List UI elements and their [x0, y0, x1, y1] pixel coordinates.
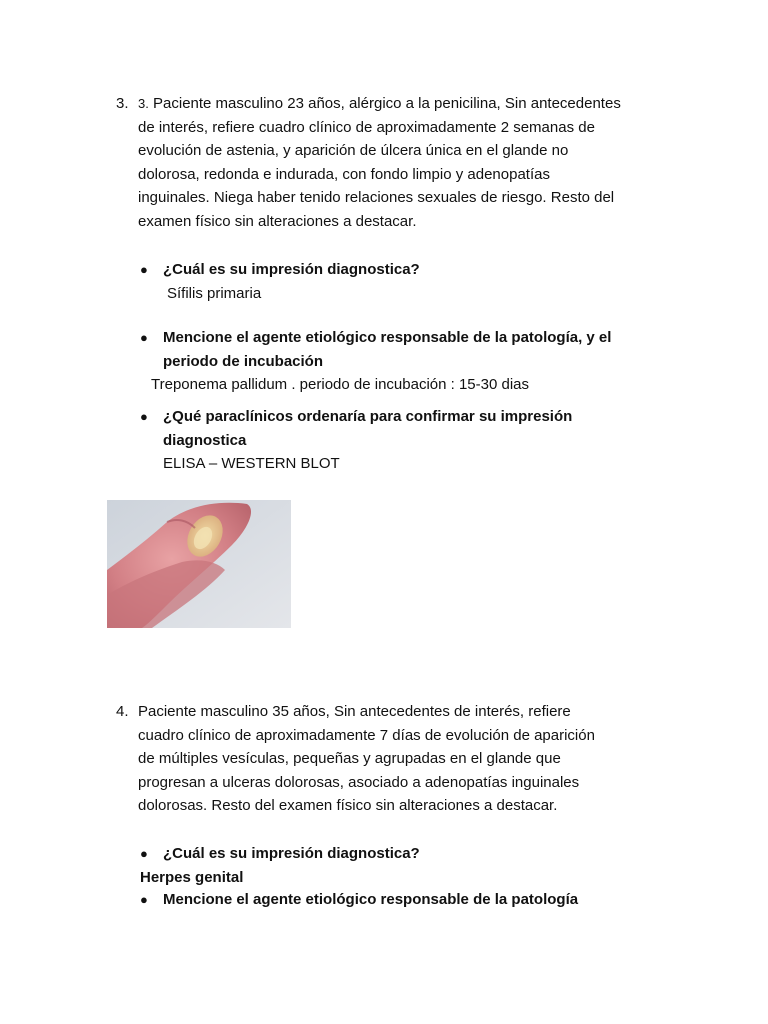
inner-number: 3.	[138, 96, 149, 111]
lesion-image	[107, 500, 291, 628]
q3-subquestion-3	[140, 405, 640, 476]
question-3	[116, 92, 656, 233]
question-line: 3. Paciente masculino 23 años, alérgico a la penicilina, Sin antecedentes	[138, 95, 621, 112]
question-line: examen físico sin alteraciones a destacar.	[138, 212, 417, 230]
bullet-icon: ●	[140, 409, 148, 424]
question-4	[116, 700, 656, 818]
question-number: 3.	[116, 95, 129, 112]
subquestion-text: Mencione el agente etiológico responsable de la patología, y el	[163, 329, 612, 346]
subquestion-text: ¿Cuál es su impresión diagnostica?	[163, 261, 420, 278]
subquestion-text: periodo de incubación	[163, 352, 324, 370]
question-line: de interés, refiere cuadro clínico de aproximadamente 2 semanas de	[138, 118, 595, 136]
question-line: dolorosas. Resto del examen físico sin alteraciones a destacar.	[138, 797, 558, 814]
subquestion-text: diagnostica	[163, 431, 247, 449]
bullet-icon: ●	[140, 330, 148, 345]
question-number: 4.	[116, 703, 129, 720]
answer-text: Herpes genital	[140, 868, 244, 886]
subquestion-text: Mencione el agente etiológico responsable de la patología	[163, 891, 579, 908]
question-line: Paciente masculino 35 años, Sin antecedentes de interés, refiere	[138, 703, 571, 720]
question-line: progresan a ulceras dolorosas, asociado a adenopatías inguinales	[138, 773, 580, 791]
bullet-icon: ●	[140, 892, 148, 907]
q3-subquestion-2	[140, 326, 640, 397]
question-line: inguinales. Niega haber tenido relaciones sexuales de riesgo. Resto del	[138, 189, 615, 206]
q4-subquestion-2	[140, 888, 640, 912]
question-line: de múltiples vesículas, pequeñas y agrupadas en el glande que	[138, 750, 561, 767]
answer-text: Sífilis primaria	[167, 284, 262, 302]
subquestion-text: ¿Cuál es su impresión diagnostica?	[163, 845, 420, 862]
bullet-icon: ●	[140, 846, 148, 861]
question-4-text	[138, 700, 656, 818]
bullet-icon: ●	[140, 262, 148, 277]
subquestion-text: ¿Qué paraclínicos ordenaría para confirmar su impresión	[163, 408, 573, 425]
answer-text: ELISA – WESTERN BLOT	[163, 455, 340, 472]
question-line: evolución de astenia, y aparición de úlcera única en el glande no	[138, 142, 569, 159]
clinical-photo	[107, 500, 291, 628]
question-3-text	[138, 92, 656, 233]
q4-subquestion-1	[140, 842, 640, 889]
question-line: dolorosa, redonda e indurada, con fondo limpio y adenopatías	[138, 165, 550, 183]
q3-subquestion-1	[140, 258, 640, 305]
question-line: cuadro clínico de aproximadamente 7 días de evolución de aparición	[138, 726, 595, 744]
answer-text: Treponema pallidum . periodo de incubación : 15-30 dias	[151, 376, 530, 393]
